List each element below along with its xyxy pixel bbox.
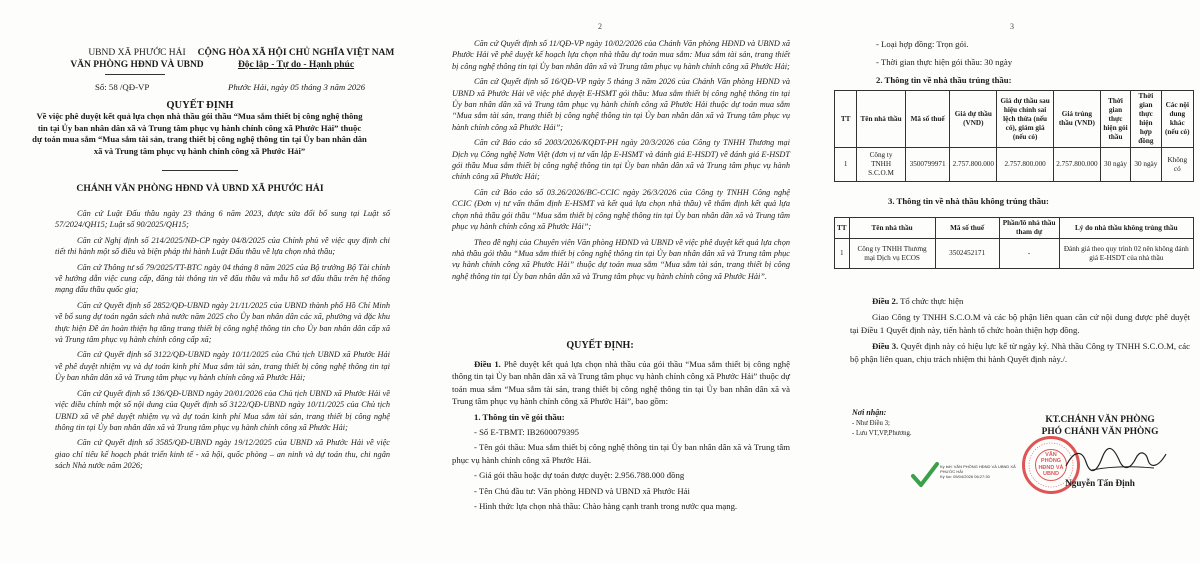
nation-line-1: CỘNG HÒA XÃ HỘI CHỦ NGHĨA VIỆT NAM xyxy=(197,48,395,58)
digital-signature-line: PHƯỚC HẢI xyxy=(940,469,964,474)
document-page-1 xyxy=(0,0,400,564)
authority-heading: CHÁNH VĂN PHÒNG HĐND VÀ UBND XÃ PHƯỚC HẢI xyxy=(76,183,324,194)
table-cell: 1 xyxy=(835,148,857,182)
table-header-cell: Giá dự thầu (VND) xyxy=(950,91,997,148)
table-cell: 2.757.800.000 xyxy=(1053,148,1100,182)
table-header-cell: Tên nhà thầu xyxy=(857,91,906,148)
package-info-item: - Số E-TBMT: IB2600079395 xyxy=(474,427,580,438)
table-header-row xyxy=(835,218,1194,239)
table-cell: 2.757.800.000 xyxy=(997,148,1054,182)
package-info-item: - Tên gói thầu: Mua sắm thiết bị công nghệ thông tin tại Ủy ban nhân dân xã và Trung tâm phục vụ hành chính công xã Phước Hải. xyxy=(452,442,790,465)
winning-bidder-table xyxy=(834,90,1194,182)
contract-info-item: - Loại hợp đồng: Trọn gói. xyxy=(876,39,969,49)
handwritten-signature xyxy=(1062,444,1172,478)
section-3-heading: 3. Thông tin về nhà thầu không trúng thầu: xyxy=(888,196,1049,206)
digital-signature-text xyxy=(940,464,1054,479)
table-header-cell: Thời gian thực hiện gói thầu xyxy=(1100,91,1130,148)
table-cell: 3502452171 xyxy=(935,239,999,269)
table-header-cell: TT xyxy=(835,218,850,239)
digital-signature-line: Ký lúc: 05/04/2026 06:27:30 xyxy=(940,474,990,479)
articles-2-3 xyxy=(850,295,1190,365)
legal-basis-item: Căn cứ Quyết định số 2852/QĐ-UBND ngày 21/11/2025 của UBND thành phố Hồ Chí Minh về bổ sung dự toán ngân sách nhà nước năm 2025 cho Ủy ban nhân dân các xã, phường và đặc khu thực hiện Đề án hoàn thiện hạ tầng trang thiết bị công nghệ thông tin cho Ủy ban nhân dân cấp xã và Trung tâm phục vụ hành chính công cấp xã; xyxy=(55,300,390,345)
table-header-cell: Giá dự thầu sau hiệu chỉnh sai lệch thừa (nếu có), giảm giá (nếu có) xyxy=(997,91,1054,148)
table-cell: Đánh giá theo quy trình 02 nên không đánh giá E-HSDT của nhà thầu xyxy=(1059,239,1193,269)
national-motto xyxy=(196,47,396,71)
table-header-cell: Tên nhà thầu xyxy=(849,218,935,239)
org-underline xyxy=(105,74,165,75)
table-header-cell: Lý do nhà thầu không trúng thầu xyxy=(1059,218,1193,239)
document-subject: Về việc phê duyệt kết quả lựa chọn nhà thầu gói thầu “Mua sắm thiết bị công nghệ thông tin tại Ủy ban nhân dân xã và Trung tâm phục vụ hành chính công xã Phước Hải” thuộc dự toán mua sắm “Mua sắm tài sản, trang thiết bị công nghệ thông tin tại Ủy ban nhân dân xã và Trung tâm phục vụ hành chính công xã Phước Hải” xyxy=(32,111,367,156)
table-cell: - xyxy=(999,239,1059,269)
table-cell: 30 ngày xyxy=(1131,148,1161,182)
place-date: Phước Hải, ngày 05 tháng 3 năm 2026 xyxy=(228,82,366,92)
package-info-item: - Tên Chủ đầu tư: Văn phòng HĐND và UBND xã Phước Hải xyxy=(474,485,690,496)
digital-signature-line: Ký bởi: VĂN PHÒNG HĐND VÀ UBND XÃ xyxy=(940,464,1016,469)
legal-basis-item: Căn cứ Quyết định số 3585/QĐ-UBND ngày 19/12/2025 của UBND xã Phước Hải về việc giao chỉ tiêu kế hoạch phát triển kinh tế - xã hội, quốc phòng – an ninh và dự toán thu, chi ngân sách Nhà nước năm 2026; xyxy=(55,438,390,471)
table-header-cell: Mã số thuế xyxy=(935,218,999,239)
table-cell: Công ty TNHH Thương mại Dịch vụ ECOS xyxy=(849,239,935,269)
decision-heading: QUYẾT ĐỊNH: xyxy=(566,340,634,351)
checkmark-icon xyxy=(910,460,940,490)
contract-info xyxy=(876,38,1176,86)
proposal-paragraph: Theo đề nghị của Chuyên viên Văn phòng HĐND và UBND về việc phê duyệt kết quả lựa chọn nhà thầu gói thầu “Mua sắm thiết bị công nghệ thông tin tại Ủy ban nhân dân xã và Trung tâm phục vụ hành chính công xã Phước Hải” thuộc dự toán mua sắm “Mua sắm tài sản, trang thiết bị công nghệ thông tin tại Ủy ban nhân dân xã và Trung tâm phục vụ hành chính công xã Phước Hải”. xyxy=(452,237,790,281)
signer-title-1: KT.CHÁNH VĂN PHÒNG xyxy=(1045,415,1155,425)
table-row xyxy=(835,239,1194,269)
table-header-cell: Các nội dung khác (nếu có) xyxy=(1161,91,1193,148)
document-page-3 xyxy=(800,0,1200,564)
article-2-text: Giao Công ty TNHH S.C.O.M và các bộ phận liên quan căn cứ nội dung được phê duyệt tại Điều 1 Quyết định này, tiến hành tổ chức hoàn thiện hợp đồng. xyxy=(850,312,1190,335)
legal-basis-item: Căn cứ Quyết định số 11/QĐ-VP ngày 10/02/2026 của Chánh Văn phòng HĐND và UBND xã Phước Hải về phê duyệt kế hoạch lựa chọn nhà thầu dự toán mua sắm: Mua sắm tài sản, trang thiết bị công nghệ thông tin tại Ủy ban nhân dân xã và Trung tâm phục vụ hành chính công xã Phước Hải; xyxy=(452,39,790,71)
legal-basis-item: Căn cứ Báo cáo số 2003/2026/KQĐT-PH ngày 20/3/2026 của Công ty TNHH Thương mại Dịch vụ Công nghệ Nơm Việt (đơn vị tư vấn lập E-HSMT và đánh giá E-HSDT) về đánh giá E-HSDT gói thầu Mua sắm thiết bị công nghệ thông tin tại Ủy ban nhân dân xã và Trung tâm phục vụ hành chính công xã Phước Hải; xyxy=(452,138,790,182)
document-page-2 xyxy=(400,0,800,564)
package-info-item: - Giá gói thầu hoặc dự toán được duyệt: 2.956.788.000 đồng xyxy=(474,470,685,481)
page-number: 3 xyxy=(1010,22,1014,31)
seal-center-text: VĂN PHÒNG HĐND VÀ UBND xyxy=(1035,449,1067,481)
recipient-item: - Như Điều 3; xyxy=(852,420,890,427)
subject-underline xyxy=(162,170,238,171)
article-1-label: Điều 1. xyxy=(474,359,501,369)
legal-basis-list-continued xyxy=(452,38,790,282)
table-cell: 3500799971 xyxy=(905,148,950,182)
legal-basis-item: Căn cứ Quyết định số 16/QĐ-VP ngày 5 tháng 3 năm 2026 của Chánh Văn phòng HĐND và UBND xã Phước Hải về việc phê duyệt E-HSMT gói thầu: Mua sắm thiết bị công nghệ thông tin tại Ủy ban nhân dân xã và Trung tâm phục vụ hành chính công xã Phước Hải thuộc dự toán mua sắm “Mua sắm tài sản, trang thiết bị công nghệ thông tin tại Ủy ban nhân dân xã và Trung tâm phục vụ hành chính công xã Phước Hải”; xyxy=(452,77,790,132)
table-header-row xyxy=(835,91,1194,148)
article-1 xyxy=(452,358,790,512)
article-3-label: Điều 3. xyxy=(872,341,899,352)
digital-signature xyxy=(904,456,1054,496)
table-header-cell: Phần/lô nhà thầu tham dự xyxy=(999,218,1059,239)
article-2-title: Tổ chức thực hiện xyxy=(900,296,964,306)
nation-line-2: Độc lập - Tự do - Hạnh phúc xyxy=(237,60,355,70)
legal-basis-item: Căn cứ Luật Đấu thầu ngày 23 tháng 6 năm 2023, được sửa đổi bổ sung tại Luật số 57/2024/QH15; Luật số 90/2025/QH15; xyxy=(55,209,390,230)
section-2-heading: 2. Thông tin về nhà thầu trúng thầu: xyxy=(876,74,1012,85)
table-cell: Công ty TNHH S.C.O.M xyxy=(857,148,906,182)
losing-bidder-table xyxy=(834,217,1194,269)
recipients-label: Nơi nhận: xyxy=(852,408,887,417)
article-1-text: Phê duyệt kết quả lựa chọn nhà thầu của gói thầu “Mua sắm thiết bị công nghệ thông tin tại Ủy ban nhân dân xã và Trung tâm phục vụ hành chính công xã Phước Hải” thuộc dự toán mua sắm “Mua sắm tài sản, trang thiết bị công nghệ thông tin tại Ủy ban nhân dân xã và Trung tâm phục vụ hành chính công xã Phước Hải”, bao gồm: xyxy=(452,359,791,407)
table-header-cell: Thời gian thực hiện hợp đồng xyxy=(1131,91,1161,148)
legal-basis-item: Căn cứ Nghị định số 214/2025/NĐ-CP ngày 04/8/2025 của Chính phủ về việc quy định chi tiết thi hành một số điều và biện pháp thi hành Luật Đấu thầu về lựa chọn nhà thầu; xyxy=(55,235,390,257)
article-3-text: Quyết định này có hiệu lực kể từ ngày ký. Nhà thầu Công ty TNHH S.C.O.M, các bộ phận liên quan, chịu trách nhiệm thi hành Quyết định này./. xyxy=(850,341,1190,364)
legal-basis-item: Căn cứ Báo cáo số 03.26/2026/BC-CCIC ngày 26/3/2026 của Công ty TNHH Công nghệ CCIC (Đơn vị tư vấn thẩm định E-HSMT và kết quả lựa chọn nhà thầu) về thẩm định kết quả lựa chọn nhà thầu gói thầu “Mua sắm thiết bị công nghệ thông tin tại Ủy ban nhân dân xã và Trung tâm phục vụ hành chính công xã Phước Hải”; xyxy=(452,187,790,232)
article-2-label: Điều 2. xyxy=(872,296,899,306)
recipient-item: - Lưu VT,VP,Phương. xyxy=(852,430,912,437)
table-header-cell: Mã số thuế xyxy=(905,91,950,148)
document-number: Số: 58 /QĐ-VP xyxy=(95,82,150,92)
table-cell: 2.757.800.000 xyxy=(950,148,997,182)
document-title: QUYẾT ĐỊNH xyxy=(166,100,234,111)
legal-basis-item: Căn cứ Thông tư số 79/2025/TT-BTC ngày 04 tháng 8 năm 2025 của Bộ trưởng Bộ Tài chính về hướng dẫn việc cung cấp, đăng tải thông tin về đấu thầu và mẫu hồ sơ đấu thầu trên hệ thống mạng đấu thầu quốc gia; xyxy=(55,262,390,295)
page-number: 2 xyxy=(598,22,602,31)
table-header-cell: TT xyxy=(835,91,857,148)
table-row xyxy=(835,148,1194,182)
table-cell: Không có xyxy=(1161,148,1193,182)
section-1-heading: 1. Thông tin về gói thầu: xyxy=(474,411,565,422)
legal-basis-list xyxy=(55,208,390,472)
signer-title-2: PHÓ CHÁNH VĂN PHÒNG xyxy=(1041,427,1159,437)
signature-block-title xyxy=(1010,414,1190,438)
legal-basis-item: Căn cứ Quyết định số 3122/QĐ-UBND ngày 10/11/2025 của Chủ tịch UBND xã Phước Hải về phê duyệt nhiệm vụ và dự toán kinh phí Mua sắm tài sản, trang thiết bị công nghệ thông tin tại Ủy ban nhân dân xã và Trung tâm phục vụ hành chính công xã Phước Hải; xyxy=(55,350,390,383)
table-cell: 1 xyxy=(835,239,850,269)
table-cell: 30 ngày xyxy=(1100,148,1130,182)
contract-info-item: - Thời gian thực hiện gói thầu: 30 ngày xyxy=(876,57,1013,68)
issuing-organization xyxy=(62,47,212,71)
package-info-item: - Hình thức lựa chọn nhà thầu: Chào hàng cạnh tranh trong nước qua mạng. xyxy=(474,501,738,512)
legal-basis-item: Căn cứ Quyết định số 136/QĐ-UBND ngày 20/01/2026 của Chủ tịch UBND xã Phước Hải về việc điều chỉnh một số nội dung của Quyết định số 3122/QĐ-UBND ngày 10/11/2025 của Chủ tịch UBND xã về phê duyệt nhiệm vụ và dự toán kinh phí Mua sắm tài sản, trang thiết bị công nghệ thông tin tại Ủy ban nhân dân xã và Trung tâm phục vụ hành chính công xã Phước Hải; xyxy=(55,388,390,432)
recipients-block xyxy=(852,408,992,439)
org-line-2: VĂN PHÒNG HĐND VÀ UBND xyxy=(70,60,204,70)
org-line-1: UBND XÃ PHƯỚC HẢI xyxy=(88,48,186,58)
table-header-cell: Giá trúng thầu (VND) xyxy=(1053,91,1100,148)
signer-name: Nguyễn Tấn Định xyxy=(1065,478,1135,488)
